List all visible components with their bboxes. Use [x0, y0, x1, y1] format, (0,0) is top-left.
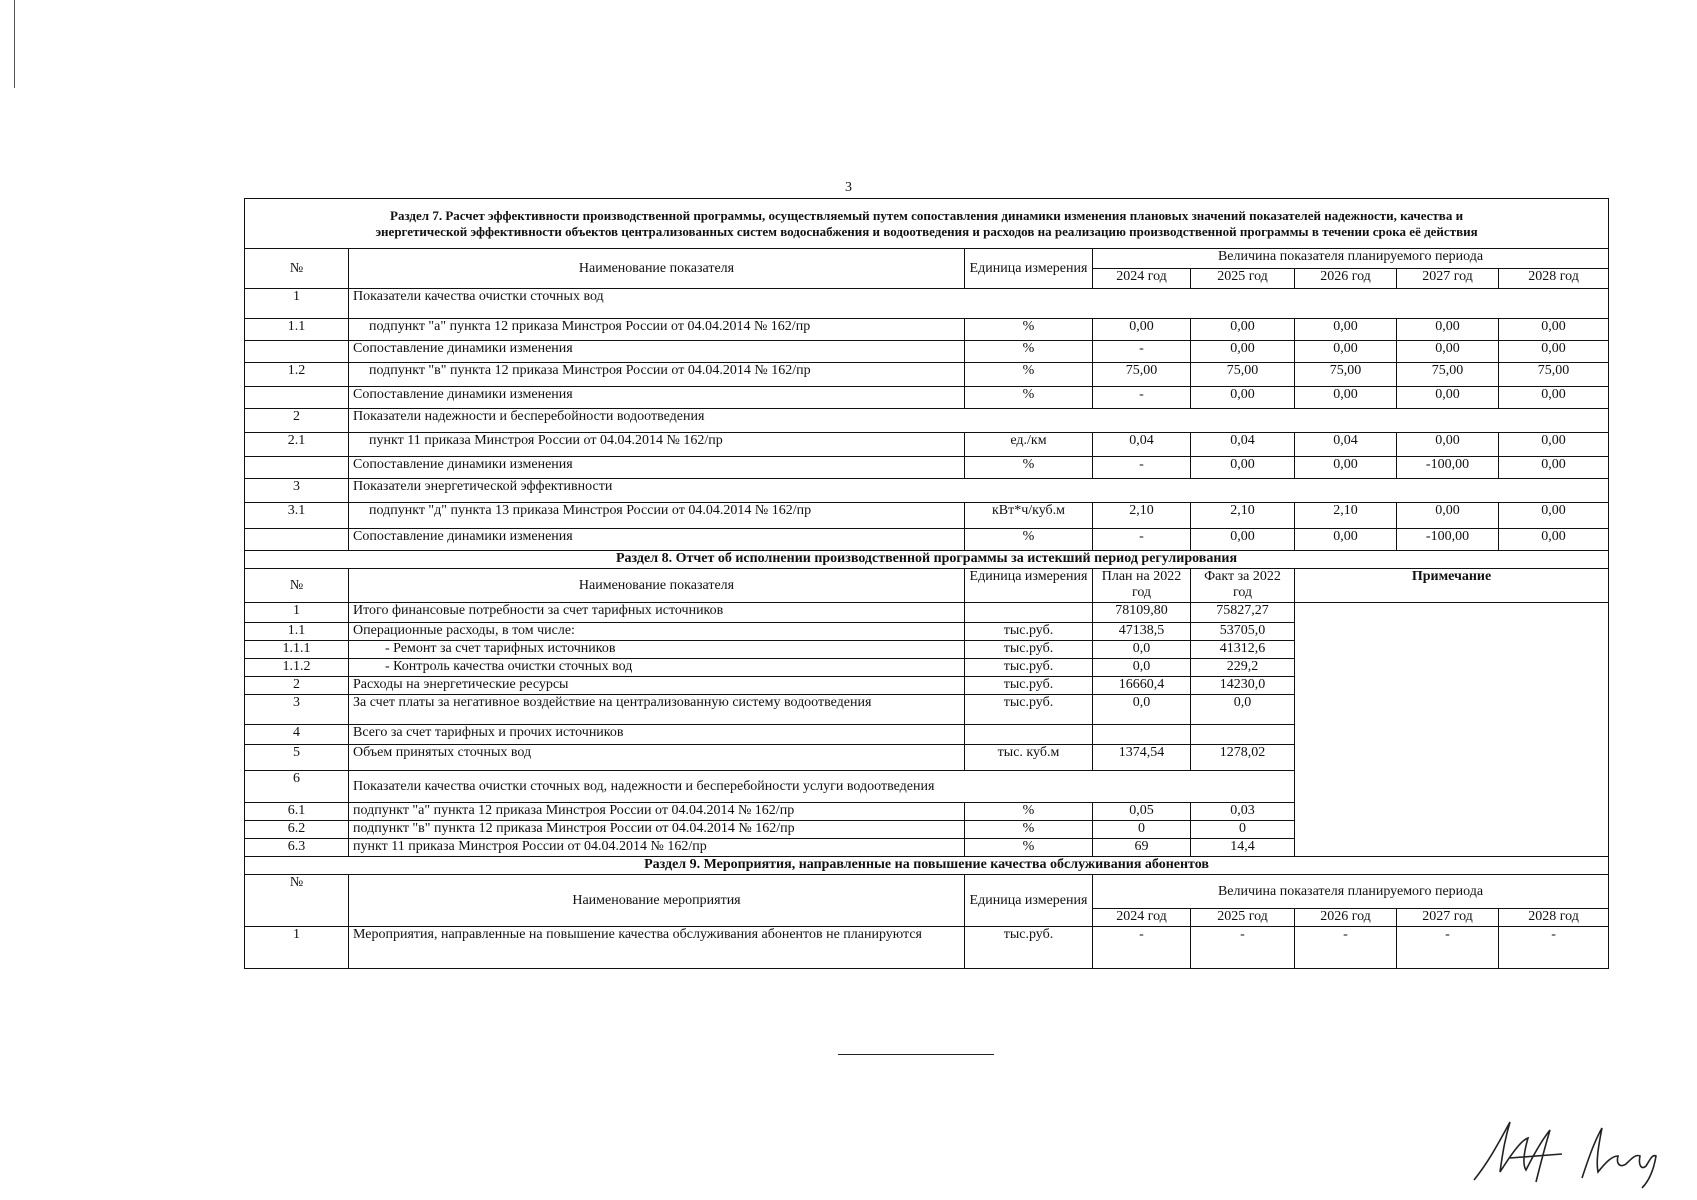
indicator-name: подпункт "а" пункта 12 приказа Минстроя России от 04.04.2014 № 162/пр [349, 319, 965, 341]
value-cell: 0,04 [1093, 433, 1191, 457]
row-number: 1.1.2 [245, 659, 349, 677]
plan-cell: 0,0 [1093, 641, 1191, 659]
indicator-name: Расходы на энергетические ресурсы [349, 677, 965, 695]
section7-row [245, 479, 1609, 503]
value-cell: 75,00 [1499, 363, 1609, 387]
value-cell: 0,00 [1499, 529, 1609, 551]
section7-row [245, 387, 1609, 409]
indicator-name: Сопоставление динамики изменения [349, 529, 965, 551]
row-number: 3 [245, 695, 349, 725]
plan-cell [1093, 725, 1191, 745]
value-cell: 2,10 [1191, 503, 1295, 529]
section7-row [245, 457, 1609, 479]
value-cell: 0,00 [1397, 433, 1499, 457]
group-title: Показатели энергетической эффективности [349, 479, 1609, 503]
value-cell: 0,00 [1191, 387, 1295, 409]
value-cell: 0,00 [1499, 503, 1609, 529]
value-cell: 0,00 [1295, 341, 1397, 363]
value-cell: 0,04 [1295, 433, 1397, 457]
value-cell: 0,00 [1295, 457, 1397, 479]
section7-title-row [245, 199, 1609, 249]
col-unit-header: Единица измерения [965, 569, 1093, 603]
unit-cell: кВт*ч/куб.м [965, 503, 1093, 529]
col-name-header: Наименование мероприятия [349, 875, 965, 927]
col-year-header: 2027 год [1397, 909, 1499, 927]
section9-title: Раздел 9. Мероприятия, направленные на повышение качества обслуживания абонентов [245, 857, 1609, 875]
col-period-header: Величина показателя планируемого периода [1093, 249, 1609, 269]
section7-row [245, 363, 1609, 387]
row-number: 1.2 [245, 363, 349, 387]
row-number: 6.3 [245, 839, 349, 857]
row-number: 3 [245, 479, 349, 503]
value-cell: 0,00 [1499, 433, 1609, 457]
col-year-header: 2027 год [1397, 269, 1499, 289]
col-plan-header: План на 2022 год [1093, 569, 1191, 603]
section7-title-line1: Раздел 7. Расчет эффективности производственной программы, осуществляемый путем сопоставления динамики изменения плановых значений показателей надежности, качества и [390, 207, 1464, 223]
value-cell: 0,00 [1191, 457, 1295, 479]
value-cell: 2,10 [1093, 503, 1191, 529]
section7-row [245, 529, 1609, 551]
unit-cell: % [965, 341, 1093, 363]
unit-cell: тыс.руб. [965, 695, 1093, 725]
row-number: 6.2 [245, 821, 349, 839]
measure-name: Мероприятия, направленные на повышение качества обслуживания абонентов не планируются [349, 927, 965, 969]
unit-cell: ед./км [965, 433, 1093, 457]
row-number [245, 457, 349, 479]
section8-row [245, 603, 1609, 623]
col-fact-header: Факт за 2022 год [1191, 569, 1295, 603]
row-number: 2 [245, 409, 349, 433]
unit-cell [965, 725, 1093, 745]
indicator-name: Операционные расходы, в том числе: [349, 623, 965, 641]
row-number: 4 [245, 725, 349, 745]
value-cell: 75,00 [1295, 363, 1397, 387]
section7-row [245, 341, 1609, 363]
unit-cell: % [965, 319, 1093, 341]
col-num-header: № [245, 875, 349, 927]
fact-cell: 41312,6 [1191, 641, 1295, 659]
plan-cell: 16660,4 [1093, 677, 1191, 695]
section7-row [245, 289, 1609, 319]
fact-cell: 14230,0 [1191, 677, 1295, 695]
value-cell: 0,00 [1295, 319, 1397, 341]
handwritten-signature [1470, 1110, 1670, 1190]
value-cell: 0,00 [1093, 319, 1191, 341]
fact-cell: 229,2 [1191, 659, 1295, 677]
section7-title-line2: энергетической эффективности объектов централизованных систем водоснабжения и водоотведения и расходов на реализацию производственной программы в течении срока её действия [375, 223, 1478, 239]
fact-cell: 0 [1191, 821, 1295, 839]
fact-cell: 0,03 [1191, 803, 1295, 821]
section9-row [245, 927, 1609, 969]
plan-cell: 0 [1093, 821, 1191, 839]
value-cell: 0,00 [1397, 319, 1499, 341]
value-cell: - [1093, 927, 1191, 969]
plan-cell: 0,0 [1093, 659, 1191, 677]
value-cell: - [1499, 927, 1609, 969]
col-unit-header: Единица измерения [965, 875, 1093, 927]
indicator-name: пункт 11 приказа Минстроя России от 04.04.2014 № 162/пр [349, 433, 965, 457]
col-year-header: 2028 год [1499, 909, 1609, 927]
col-name-header: Наименование показателя [349, 249, 965, 289]
unit-cell: тыс. куб.м [965, 745, 1093, 771]
value-cell: 0,00 [1397, 387, 1499, 409]
col-period-header: Величина показателя планируемого периода [1093, 875, 1609, 909]
unit-cell: % [965, 457, 1093, 479]
row-number: 2.1 [245, 433, 349, 457]
end-rule [838, 1054, 994, 1055]
plan-cell: 69 [1093, 839, 1191, 857]
section7-row [245, 503, 1609, 529]
indicator-name: Сопоставление динамики изменения [349, 341, 965, 363]
section7-header-row [245, 249, 1609, 269]
col-name-header: Наименование показателя [349, 569, 965, 603]
unit-cell: тыс.руб. [965, 677, 1093, 695]
indicator-name: Сопоставление динамики изменения [349, 387, 965, 409]
row-number: 1 [245, 289, 349, 319]
value-cell: 0,00 [1499, 387, 1609, 409]
unit-cell: тыс.руб. [965, 927, 1093, 969]
report-table [244, 198, 1609, 969]
fact-cell [1191, 725, 1295, 745]
col-num-header: № [245, 569, 349, 603]
fact-cell: 75827,27 [1191, 603, 1295, 623]
unit-cell: тыс.руб. [965, 641, 1093, 659]
value-cell: 0,00 [1499, 319, 1609, 341]
col-year-header: 2025 год [1191, 269, 1295, 289]
row-number: 6 [245, 771, 349, 803]
plan-cell: 0,0 [1093, 695, 1191, 725]
col-year-header: 2024 год [1093, 269, 1191, 289]
row-number [245, 387, 349, 409]
row-number: 3.1 [245, 503, 349, 529]
report-table-body [245, 199, 1609, 969]
value-cell: 0,00 [1191, 341, 1295, 363]
indicator-name: Итого финансовые потребности за счет тарифных источников [349, 603, 965, 623]
section9-title-row [245, 857, 1609, 875]
unit-cell: % [965, 803, 1093, 821]
value-cell: - [1295, 927, 1397, 969]
col-year-header: 2025 год [1191, 909, 1295, 927]
indicator-name: Всего за счет тарифных и прочих источников [349, 725, 965, 745]
group-title: Показатели надежности и бесперебойности водоотведения [349, 409, 1609, 433]
unit-cell [965, 603, 1093, 623]
document-sheet [244, 198, 1608, 969]
row-number: 5 [245, 745, 349, 771]
value-cell: 2,10 [1295, 503, 1397, 529]
indicator-name: пункт 11 приказа Минстроя России от 04.04.2014 № 162/пр [349, 839, 965, 857]
indicator-name: подпункт "а" пункта 12 приказа Минстроя России от 04.04.2014 № 162/пр [349, 803, 965, 821]
row-number: 6.1 [245, 803, 349, 821]
value-cell: - [1397, 927, 1499, 969]
value-cell: -100,00 [1397, 457, 1499, 479]
value-cell: 0,00 [1397, 341, 1499, 363]
row-number [245, 341, 349, 363]
unit-cell: тыс.руб. [965, 659, 1093, 677]
value-cell: 0,00 [1499, 457, 1609, 479]
indicator-name: подпункт "в" пункта 12 приказа Минстроя России от 04.04.2014 № 162/пр [349, 363, 965, 387]
value-cell: - [1191, 927, 1295, 969]
unit-cell: % [965, 387, 1093, 409]
indicator-name: - Ремонт за счет тарифных источников [349, 641, 965, 659]
group-title: Показатели качества очистки сточных вод [349, 289, 1609, 319]
value-cell: - [1093, 341, 1191, 363]
section9-header-row [245, 875, 1609, 909]
section8-title: Раздел 8. Отчет об исполнении производственной программы за истекший период регулирования [245, 551, 1609, 569]
plan-cell: 78109,80 [1093, 603, 1191, 623]
indicator-name: подпункт "д" пункта 13 приказа Минстроя России от 04.04.2014 № 162/пр [349, 503, 965, 529]
row-number: 1.1.1 [245, 641, 349, 659]
col-year-header: 2026 год [1295, 909, 1397, 927]
unit-cell: % [965, 821, 1093, 839]
scan-edge-line [14, 0, 15, 88]
fact-cell: 14,4 [1191, 839, 1295, 857]
value-cell: - [1093, 387, 1191, 409]
col-year-header: 2026 год [1295, 269, 1397, 289]
section8-header-row [245, 569, 1609, 603]
col-year-header: 2024 год [1093, 909, 1191, 927]
group-title: Показатели качества очистки сточных вод, надежности и бесперебойности услуги водоотведения [349, 771, 1295, 803]
row-number: 1 [245, 603, 349, 623]
unit-cell: % [965, 529, 1093, 551]
value-cell: 75,00 [1397, 363, 1499, 387]
value-cell: 75,00 [1093, 363, 1191, 387]
unit-cell: % [965, 363, 1093, 387]
plan-cell: 1374,54 [1093, 745, 1191, 771]
section7-row [245, 409, 1609, 433]
indicator-name: Объем принятых сточных вод [349, 745, 965, 771]
indicator-name: - Контроль качества очистки сточных вод [349, 659, 965, 677]
col-num-header: № [245, 249, 349, 289]
value-cell: 0,04 [1191, 433, 1295, 457]
plan-cell: 0,05 [1093, 803, 1191, 821]
section7-row [245, 433, 1609, 457]
page-number: 3 [845, 180, 852, 195]
section8-title-row [245, 551, 1609, 569]
row-number: 1.1 [245, 623, 349, 641]
indicator-name: Сопоставление динамики изменения [349, 457, 965, 479]
section7-row [245, 319, 1609, 341]
col-year-header: 2028 год [1499, 269, 1609, 289]
section7-title [245, 199, 1609, 249]
unit-cell: тыс.руб. [965, 623, 1093, 641]
col-unit-header: Единица измерения [965, 249, 1093, 289]
plan-cell: 47138,5 [1093, 623, 1191, 641]
value-cell: 75,00 [1191, 363, 1295, 387]
unit-cell: % [965, 839, 1093, 857]
note-cell [1295, 603, 1609, 857]
row-number [245, 529, 349, 551]
value-cell: 0,00 [1295, 529, 1397, 551]
value-cell: 0,00 [1191, 529, 1295, 551]
value-cell: - [1093, 529, 1191, 551]
value-cell: - [1093, 457, 1191, 479]
row-number: 1.1 [245, 319, 349, 341]
row-number: 1 [245, 927, 349, 969]
fact-cell: 1278,02 [1191, 745, 1295, 771]
value-cell: 0,00 [1397, 503, 1499, 529]
indicator-name: подпункт "в" пункта 12 приказа Минстроя России от 04.04.2014 № 162/пр [349, 821, 965, 839]
col-note-header: Примечание [1295, 569, 1609, 603]
fact-cell: 53705,0 [1191, 623, 1295, 641]
value-cell: 0,00 [1191, 319, 1295, 341]
value-cell: 0,00 [1499, 341, 1609, 363]
value-cell: -100,00 [1397, 529, 1499, 551]
fact-cell: 0,0 [1191, 695, 1295, 725]
row-number: 2 [245, 677, 349, 695]
indicator-name: За счет платы за негативное воздействие на централизованную систему водоотведения [349, 695, 965, 725]
value-cell: 0,00 [1295, 387, 1397, 409]
